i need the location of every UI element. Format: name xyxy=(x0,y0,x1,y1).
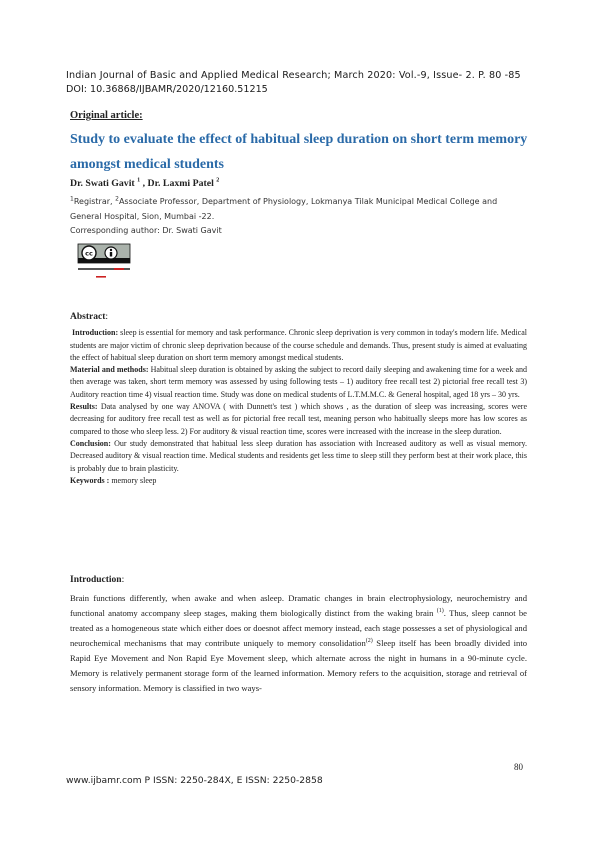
license-badge-graphic xyxy=(74,243,134,283)
abstract-heading-text: Abstract xyxy=(70,312,106,322)
abstract-conclusion-label: Conclusion: xyxy=(70,438,111,448)
abstract-results-text: Data analysed by one way ANOVA ( with Dunnett's test ) which shows , as the duration of sleep was increasing, scores were decreasing for auditory free recall test as well as for pictorial free recall test, meaning person who habitually sleeps more has low scores as compared to those who sleep less. 2) For auditory & visual reaction time, scores were increased with the increase in the sleep duration. xyxy=(70,402,527,436)
doi-line: DOI: 10.36868/IJBAMR/2020/12160.51215 xyxy=(66,84,268,95)
affiliation-text-1: Registrar, xyxy=(73,197,116,206)
creative-commons-license-badge[interactable] xyxy=(74,243,134,283)
author-separator: , xyxy=(140,178,148,189)
creative-commons-icon xyxy=(82,246,96,260)
abstract-methods-label: Material and methods: xyxy=(70,365,149,375)
attribution-icon xyxy=(105,247,117,259)
introduction-paragraph xyxy=(70,591,527,696)
author-1-name: Dr. Swati Gavit xyxy=(70,178,135,189)
affiliation-text-2: Associate Professor, Department of Physiology, Lokmanya Tilak Municipal Medical College and General Hospital, Sion, Mumbai -22. xyxy=(70,197,498,221)
introduction-text-1: Brain functions differently, when awake and when asleep. Dramatic changes in brain electrophysiology, neurochemistry and functional anatomy accompany sleep stages, making them biologically distinct from the waking brain xyxy=(70,593,527,618)
article-type-label: Original article: xyxy=(70,110,143,121)
introduction-text-2: . Thus, sleep cannot be treated as a homogeneous state which either does or doesnot affect memory instead, each stage possesses a set of physiological and neurochemical mechanisms that may contribute uniquely to memory consolidation xyxy=(70,608,527,648)
introduction-heading xyxy=(70,573,527,588)
abstract-conclusion-text: Our study demonstrated that habitual less sleep duration has association with Increased auditory as well as visual memory. Decreased auditory & visual reaction time. Medical students and residents get less time to sleep still they perform best at their work place, this is probably due to brain plasticity. xyxy=(70,438,527,473)
abstract-heading-colon: : xyxy=(105,312,108,322)
introduction-heading-text: Introduction xyxy=(70,575,122,585)
footer-issn-line[interactable]: www.ijbamr.com P ISSN: 2250-284X, E ISSN: 2250-2858 xyxy=(66,775,323,786)
keywords-label: Keywords : xyxy=(70,475,110,485)
citation-2[interactable]: (2) xyxy=(365,638,373,645)
badge-caption-link xyxy=(114,268,124,270)
article-title: Study to evaluate the effect of habitual sleep duration on short term memory amongst medical students xyxy=(70,132,528,172)
affiliation xyxy=(70,194,520,224)
author-2-affiliation-mark: 2 xyxy=(216,177,220,184)
author-1-affiliation-mark: 1 xyxy=(137,177,141,184)
abstract-introduction-label: Introduction: xyxy=(72,328,119,338)
citation-1[interactable]: (1) xyxy=(436,608,444,615)
abstract-introduction-text: sleep is essential for memory and task performance. Chronic sleep deprivation is very common in today's modern life. Medical students are major victim of chronic sleep deprivation because of the course schedule and demands. Thus, present study is aimed at evaluating the effect of habitual sleep duration on short term memory amongst medical students. xyxy=(70,328,528,362)
svg-text:cc: cc xyxy=(85,249,93,258)
abstract-keywords xyxy=(70,475,527,487)
abstract-methods xyxy=(70,364,527,401)
page-number: 80 xyxy=(514,762,523,772)
journal-citation-line: Indian Journal of Basic and Applied Medical Research; March 2020: Vol.-9, Issue- 2. P. 80 -85 xyxy=(66,70,521,81)
affiliation-mark-2: 2 xyxy=(115,195,119,203)
introduction-section xyxy=(70,573,527,696)
abstract-heading xyxy=(70,311,527,323)
abstract-section xyxy=(70,311,527,487)
badge-caption-sub xyxy=(96,276,106,278)
keywords-text: memory sleep xyxy=(109,475,157,485)
author-2-name: Dr. Laxmi Patel xyxy=(147,178,214,189)
abstract-results-label: Results: xyxy=(70,402,98,412)
introduction-heading-colon: : xyxy=(121,575,125,585)
introduction-text-3: Sleep itself has been broadly divided into Rapid Eye Movement and Non Rapid Eye Movement sleep, which alternate across the night in humans in a 90-minute cycle. Memory is relatively permanent storage form of the learned information. Memory refers to the acquisition, storage and retrieval of sensory information. Memory is classified in two ways- xyxy=(70,638,527,693)
abstract-results xyxy=(70,401,527,438)
author-line xyxy=(70,178,219,189)
affiliation-mark-1: 1 xyxy=(70,195,74,203)
corresponding-author: Corresponding author: Dr. Swati Gavit xyxy=(70,226,222,235)
abstract-methods-text: Habitual sleep duration is obtained by asking the subject to record daily sleeping and awakening time for a week and then average was taken, short term memory was assessed by using following tests – 1) auditory free recall test 2) pictorial free recall test 3) Auditory reaction time 4) visual reaction time. Study was done on medical students of L.T.M.M.C. & General hospital, aged 18 yrs – 30 yrs. xyxy=(70,365,527,399)
abstract-conclusion xyxy=(70,438,527,475)
abstract-introduction xyxy=(70,327,527,364)
